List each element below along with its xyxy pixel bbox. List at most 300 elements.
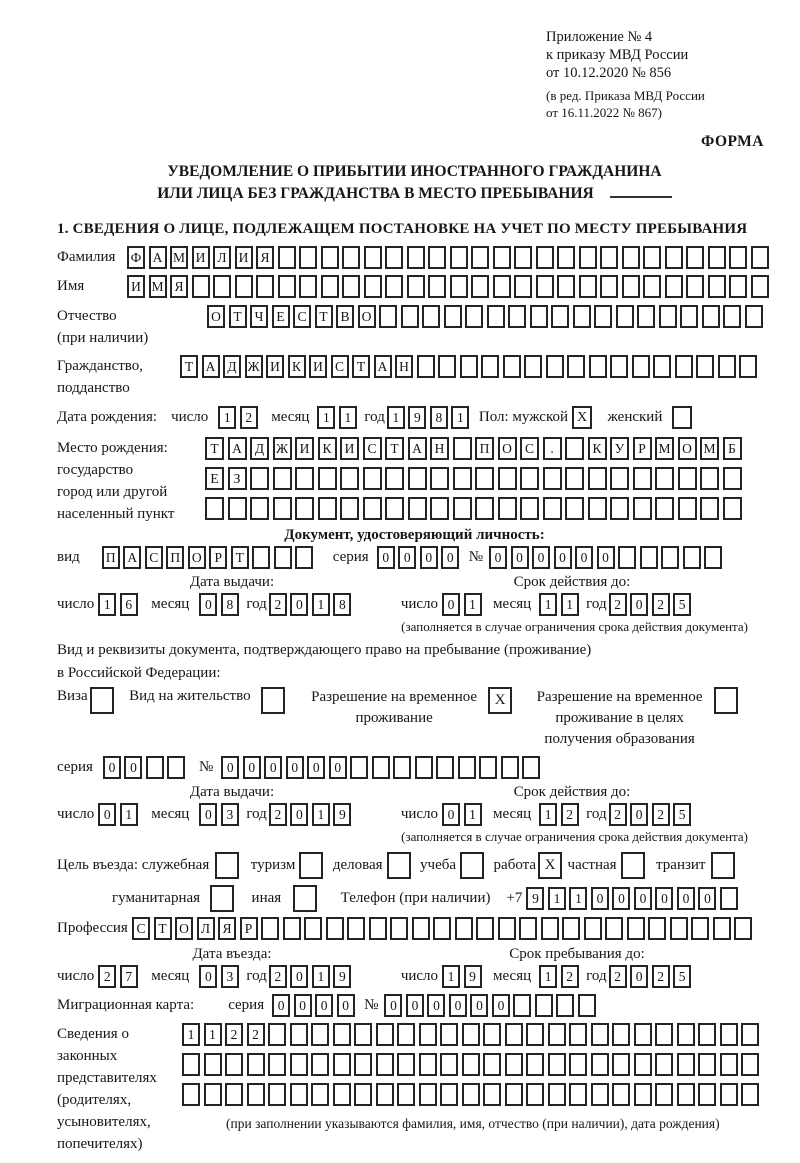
- purpose-humanitarian-checkbox[interactable]: [210, 885, 234, 912]
- migration-series-cell-1[interactable]: 0: [294, 994, 312, 1017]
- profession-cell-22[interactable]: [605, 917, 623, 940]
- legal-rep-line3-cell-19[interactable]: [591, 1083, 609, 1106]
- legal-rep-line2-cell-25[interactable]: [720, 1053, 738, 1076]
- phone-cell-6[interactable]: 0: [655, 887, 673, 910]
- birthplace-line2-cell-13[interactable]: [498, 467, 517, 490]
- stay-until-month-cell-0[interactable]: 1: [539, 965, 557, 988]
- sex-female-checkbox[interactable]: [672, 406, 692, 429]
- permit-number-cell-5[interactable]: 0: [329, 756, 347, 779]
- patronymic-cell-20[interactable]: [637, 305, 655, 328]
- given-name-cell-9[interactable]: [321, 275, 339, 298]
- patronymic-cell-13[interactable]: [487, 305, 505, 328]
- doc-expiry-year-cell-3[interactable]: 5: [673, 593, 691, 616]
- permit-number-cell-1[interactable]: 0: [243, 756, 261, 779]
- permit-issue-year-cell-0[interactable]: 2: [269, 803, 287, 826]
- birth-month-cell-1[interactable]: 1: [339, 406, 357, 429]
- legal-rep-line3-cell-0[interactable]: [182, 1083, 200, 1106]
- citizenship-cell-25[interactable]: [718, 355, 736, 378]
- entry-month-cell-0[interactable]: 0: [199, 965, 217, 988]
- legal-rep-line3-cell-26[interactable]: [741, 1083, 759, 1106]
- given-name-cell-10[interactable]: [342, 275, 360, 298]
- legal-rep-line2-cell-15[interactable]: [505, 1053, 523, 1076]
- profession-cell-12[interactable]: [390, 917, 408, 940]
- phone-cell-9[interactable]: [720, 887, 738, 910]
- stay-until-day-cell-1[interactable]: 9: [464, 965, 482, 988]
- profession-cell-14[interactable]: [433, 917, 451, 940]
- stay-until-year-cell-1[interactable]: 0: [630, 965, 648, 988]
- surname-cell-23[interactable]: [622, 246, 640, 269]
- phone-cell-4[interactable]: 0: [612, 887, 630, 910]
- profession-cell-25[interactable]: [670, 917, 688, 940]
- birthplace-line2-cell-14[interactable]: [520, 467, 539, 490]
- legal-rep-line2-cell-8[interactable]: [354, 1053, 372, 1076]
- patronymic-cell-7[interactable]: О: [358, 305, 376, 328]
- legal-rep-line1-cell-17[interactable]: [548, 1023, 566, 1046]
- birthplace-line2-cell-18[interactable]: [610, 467, 629, 490]
- surname-cell-11[interactable]: [364, 246, 382, 269]
- entry-year-cell-3[interactable]: 9: [333, 965, 351, 988]
- citizenship-cell-16[interactable]: [524, 355, 542, 378]
- given-name-cell-7[interactable]: [278, 275, 296, 298]
- legal-rep-line1-cell-1[interactable]: 1: [204, 1023, 222, 1046]
- legal-rep-line3-cell-21[interactable]: [634, 1083, 652, 1106]
- permit-expiry-day-cell-1[interactable]: 1: [464, 803, 482, 826]
- stay-until-day-cell-0[interactable]: 1: [442, 965, 460, 988]
- permit-issue-day-cell-1[interactable]: 1: [120, 803, 138, 826]
- doc-number-cell-5[interactable]: 0: [597, 546, 615, 569]
- surname-cell-3[interactable]: И: [192, 246, 210, 269]
- citizenship-cell-7[interactable]: С: [331, 355, 349, 378]
- doc-type-cell-8[interactable]: [274, 546, 292, 569]
- citizenship-cell-4[interactable]: И: [266, 355, 284, 378]
- birthplace-line1-cell-13[interactable]: О: [498, 437, 517, 460]
- given-name-cell-27[interactable]: [708, 275, 726, 298]
- surname-cell-12[interactable]: [385, 246, 403, 269]
- citizenship-cell-18[interactable]: [567, 355, 585, 378]
- citizenship-cell-2[interactable]: Д: [223, 355, 241, 378]
- birthplace-line2-cell-23[interactable]: [723, 467, 742, 490]
- birthplace-line1-cell-3[interactable]: Ж: [273, 437, 292, 460]
- permit-number-cell-7[interactable]: [372, 756, 390, 779]
- legal-rep-line2-cell-22[interactable]: [655, 1053, 673, 1076]
- profession-cell-23[interactable]: [627, 917, 645, 940]
- profession-cell-5[interactable]: Р: [240, 917, 258, 940]
- profession-cell-28[interactable]: [734, 917, 752, 940]
- doc-expiry-month-cell-1[interactable]: 1: [561, 593, 579, 616]
- purpose-tourism-checkbox[interactable]: [299, 852, 323, 879]
- entry-year-cell-1[interactable]: 0: [290, 965, 308, 988]
- birthplace-line2-cell-16[interactable]: [565, 467, 584, 490]
- birthplace-line2-cell-2[interactable]: [250, 467, 269, 490]
- permit-number-cell-11[interactable]: [458, 756, 476, 779]
- birthplace-line3-cell-6[interactable]: [340, 497, 359, 520]
- birthplace-line1-cell-1[interactable]: А: [228, 437, 247, 460]
- patronymic-cell-4[interactable]: С: [293, 305, 311, 328]
- citizenship-cell-20[interactable]: [610, 355, 628, 378]
- birthplace-line3-cell-0[interactable]: [205, 497, 224, 520]
- doc-issue-year-cell-3[interactable]: 8: [333, 593, 351, 616]
- patronymic-cell-12[interactable]: [465, 305, 483, 328]
- phone-cell-0[interactable]: 9: [526, 887, 544, 910]
- profession-cell-21[interactable]: [584, 917, 602, 940]
- doc-number-cell-4[interactable]: 0: [575, 546, 593, 569]
- birthplace-line1-cell-22[interactable]: М: [700, 437, 719, 460]
- given-name-cell-14[interactable]: [428, 275, 446, 298]
- doc-number-cell-7[interactable]: [640, 546, 658, 569]
- legal-rep-line3-cell-8[interactable]: [354, 1083, 372, 1106]
- legal-rep-line3-cell-17[interactable]: [548, 1083, 566, 1106]
- purpose-transit-checkbox[interactable]: [711, 852, 735, 879]
- permit-expiry-day-cell-0[interactable]: 0: [442, 803, 460, 826]
- legal-rep-line2-cell-7[interactable]: [333, 1053, 351, 1076]
- birthplace-line3-cell-17[interactable]: [588, 497, 607, 520]
- birthplace-line2-cell-9[interactable]: [408, 467, 427, 490]
- citizenship-cell-3[interactable]: Ж: [245, 355, 263, 378]
- birth-year-cell-3[interactable]: 1: [451, 406, 469, 429]
- patronymic-cell-17[interactable]: [573, 305, 591, 328]
- surname-cell-15[interactable]: [450, 246, 468, 269]
- birthplace-line2-cell-10[interactable]: [430, 467, 449, 490]
- birthplace-line2-cell-15[interactable]: [543, 467, 562, 490]
- citizenship-cell-14[interactable]: [481, 355, 499, 378]
- permit-expiry-year-cell-3[interactable]: 5: [673, 803, 691, 826]
- profession-cell-3[interactable]: Л: [197, 917, 215, 940]
- birthplace-line3-cell-22[interactable]: [700, 497, 719, 520]
- given-name-cell-29[interactable]: [751, 275, 769, 298]
- permit-number-cell-10[interactable]: [436, 756, 454, 779]
- birthplace-line1-cell-2[interactable]: Д: [250, 437, 269, 460]
- citizenship-cell-15[interactable]: [503, 355, 521, 378]
- temp-residence-checkbox[interactable]: X: [488, 687, 512, 714]
- legal-rep-line1-cell-20[interactable]: [612, 1023, 630, 1046]
- birthplace-line3-cell-20[interactable]: [655, 497, 674, 520]
- permit-issue-year-cell-2[interactable]: 1: [312, 803, 330, 826]
- legal-rep-line3-cell-7[interactable]: [333, 1083, 351, 1106]
- given-name-cell-26[interactable]: [686, 275, 704, 298]
- given-name-cell-3[interactable]: [192, 275, 210, 298]
- profession-cell-15[interactable]: [455, 917, 473, 940]
- legal-rep-line3-cell-13[interactable]: [462, 1083, 480, 1106]
- surname-cell-6[interactable]: Я: [256, 246, 274, 269]
- profession-cell-19[interactable]: [541, 917, 559, 940]
- birthplace-line2-cell-7[interactable]: [363, 467, 382, 490]
- migration-series-cell-0[interactable]: 0: [272, 994, 290, 1017]
- permit-number-cell-14[interactable]: [522, 756, 540, 779]
- sex-male-checkbox[interactable]: X: [572, 406, 592, 429]
- legal-rep-line1-cell-10[interactable]: [397, 1023, 415, 1046]
- surname-cell-26[interactable]: [686, 246, 704, 269]
- birth-day-cell-1[interactable]: 2: [240, 406, 258, 429]
- birthplace-line1-cell-15[interactable]: .: [543, 437, 562, 460]
- entry-year-cell-0[interactable]: 2: [269, 965, 287, 988]
- permit-issue-month-cell-1[interactable]: 3: [221, 803, 239, 826]
- birthplace-line2-cell-6[interactable]: [340, 467, 359, 490]
- profession-cell-1[interactable]: Т: [154, 917, 172, 940]
- legal-rep-line1-cell-14[interactable]: [483, 1023, 501, 1046]
- permit-expiry-year-cell-2[interactable]: 2: [652, 803, 670, 826]
- legal-rep-line3-cell-6[interactable]: [311, 1083, 329, 1106]
- patronymic-cell-1[interactable]: Т: [229, 305, 247, 328]
- birthplace-line2-cell-20[interactable]: [655, 467, 674, 490]
- legal-rep-line3-cell-16[interactable]: [526, 1083, 544, 1106]
- given-name-cell-2[interactable]: Я: [170, 275, 188, 298]
- entry-month-cell-1[interactable]: 3: [221, 965, 239, 988]
- purpose-work-checkbox[interactable]: X: [538, 852, 562, 879]
- profession-cell-20[interactable]: [562, 917, 580, 940]
- doc-expiry-day-cell-1[interactable]: 1: [464, 593, 482, 616]
- patronymic-cell-15[interactable]: [530, 305, 548, 328]
- doc-series-cell-0[interactable]: 0: [377, 546, 395, 569]
- legal-rep-line2-cell-20[interactable]: [612, 1053, 630, 1076]
- surname-cell-8[interactable]: [299, 246, 317, 269]
- citizenship-cell-9[interactable]: А: [374, 355, 392, 378]
- legal-rep-line1-cell-13[interactable]: [462, 1023, 480, 1046]
- legal-rep-line1-cell-21[interactable]: [634, 1023, 652, 1046]
- given-name-cell-19[interactable]: [536, 275, 554, 298]
- birthplace-line1-cell-12[interactable]: П: [475, 437, 494, 460]
- legal-rep-line1-cell-15[interactable]: [505, 1023, 523, 1046]
- doc-issue-year-cell-2[interactable]: 1: [312, 593, 330, 616]
- legal-rep-line2-cell-1[interactable]: [204, 1053, 222, 1076]
- stay-until-month-cell-1[interactable]: 2: [561, 965, 579, 988]
- profession-cell-8[interactable]: [304, 917, 322, 940]
- patronymic-cell-19[interactable]: [616, 305, 634, 328]
- patronymic-cell-14[interactable]: [508, 305, 526, 328]
- birthplace-line2-cell-17[interactable]: [588, 467, 607, 490]
- doc-number-cell-0[interactable]: 0: [489, 546, 507, 569]
- legal-rep-line3-cell-3[interactable]: [247, 1083, 265, 1106]
- given-name-cell-4[interactable]: [213, 275, 231, 298]
- citizenship-cell-0[interactable]: Т: [180, 355, 198, 378]
- residence-permit-checkbox[interactable]: [261, 687, 285, 714]
- purpose-study-checkbox[interactable]: [460, 852, 484, 879]
- profession-cell-11[interactable]: [369, 917, 387, 940]
- legal-rep-line2-cell-3[interactable]: [247, 1053, 265, 1076]
- doc-type-cell-3[interactable]: П: [166, 546, 184, 569]
- given-name-cell-1[interactable]: М: [149, 275, 167, 298]
- legal-rep-line2-cell-11[interactable]: [419, 1053, 437, 1076]
- profession-cell-9[interactable]: [326, 917, 344, 940]
- phone-cell-2[interactable]: 1: [569, 887, 587, 910]
- permit-number-cell-2[interactable]: 0: [264, 756, 282, 779]
- visa-checkbox[interactable]: [90, 687, 114, 714]
- legal-rep-line1-cell-16[interactable]: [526, 1023, 544, 1046]
- legal-rep-line1-cell-2[interactable]: 2: [225, 1023, 243, 1046]
- doc-number-cell-8[interactable]: [661, 546, 679, 569]
- purpose-official-checkbox[interactable]: [215, 852, 239, 879]
- birthplace-line1-cell-11[interactable]: [453, 437, 472, 460]
- legal-rep-line1-cell-12[interactable]: [440, 1023, 458, 1046]
- doc-issue-year-cell-0[interactable]: 2: [269, 593, 287, 616]
- migration-number-cell-5[interactable]: 0: [492, 994, 510, 1017]
- given-name-cell-11[interactable]: [364, 275, 382, 298]
- profession-cell-18[interactable]: [519, 917, 537, 940]
- surname-cell-19[interactable]: [536, 246, 554, 269]
- doc-issue-month-cell-1[interactable]: 8: [221, 593, 239, 616]
- birthplace-line1-cell-21[interactable]: О: [678, 437, 697, 460]
- legal-rep-line3-cell-2[interactable]: [225, 1083, 243, 1106]
- citizenship-cell-22[interactable]: [653, 355, 671, 378]
- entry-day-cell-0[interactable]: 2: [98, 965, 116, 988]
- legal-rep-line1-cell-24[interactable]: [698, 1023, 716, 1046]
- permit-number-cell-3[interactable]: 0: [286, 756, 304, 779]
- citizenship-cell-12[interactable]: [438, 355, 456, 378]
- legal-rep-line3-cell-11[interactable]: [419, 1083, 437, 1106]
- birthplace-line3-cell-15[interactable]: [543, 497, 562, 520]
- permit-expiry-month-cell-1[interactable]: 2: [561, 803, 579, 826]
- legal-rep-line1-cell-5[interactable]: [290, 1023, 308, 1046]
- given-name-cell-28[interactable]: [729, 275, 747, 298]
- citizenship-cell-6[interactable]: И: [309, 355, 327, 378]
- birthplace-line3-cell-13[interactable]: [498, 497, 517, 520]
- permit-issue-day-cell-0[interactable]: 0: [98, 803, 116, 826]
- birthplace-line2-cell-11[interactable]: [453, 467, 472, 490]
- profession-cell-27[interactable]: [713, 917, 731, 940]
- profession-cell-7[interactable]: [283, 917, 301, 940]
- birthplace-line2-cell-8[interactable]: [385, 467, 404, 490]
- patronymic-cell-24[interactable]: [723, 305, 741, 328]
- patronymic-cell-3[interactable]: Е: [272, 305, 290, 328]
- given-name-cell-12[interactable]: [385, 275, 403, 298]
- given-name-cell-18[interactable]: [514, 275, 532, 298]
- patronymic-cell-18[interactable]: [594, 305, 612, 328]
- birthplace-line3-cell-23[interactable]: [723, 497, 742, 520]
- doc-type-cell-4[interactable]: О: [188, 546, 206, 569]
- permit-series-cell-3[interactable]: [167, 756, 185, 779]
- legal-rep-line2-cell-21[interactable]: [634, 1053, 652, 1076]
- entry-year-cell-2[interactable]: 1: [312, 965, 330, 988]
- doc-type-cell-1[interactable]: А: [123, 546, 141, 569]
- birthplace-line1-cell-7[interactable]: С: [363, 437, 382, 460]
- birthplace-line3-cell-1[interactable]: [228, 497, 247, 520]
- migration-number-cell-0[interactable]: 0: [384, 994, 402, 1017]
- birthplace-line3-cell-14[interactable]: [520, 497, 539, 520]
- stay-until-year-cell-0[interactable]: 2: [609, 965, 627, 988]
- legal-rep-line2-cell-2[interactable]: [225, 1053, 243, 1076]
- birthplace-line3-cell-5[interactable]: [318, 497, 337, 520]
- birthplace-line3-cell-18[interactable]: [610, 497, 629, 520]
- citizenship-cell-10[interactable]: Н: [395, 355, 413, 378]
- given-name-cell-25[interactable]: [665, 275, 683, 298]
- citizenship-cell-8[interactable]: Т: [352, 355, 370, 378]
- doc-issue-day-cell-0[interactable]: 1: [98, 593, 116, 616]
- given-name-cell-16[interactable]: [471, 275, 489, 298]
- given-name-cell-23[interactable]: [622, 275, 640, 298]
- legal-rep-line1-cell-18[interactable]: [569, 1023, 587, 1046]
- patronymic-cell-25[interactable]: [745, 305, 763, 328]
- permit-number-cell-9[interactable]: [415, 756, 433, 779]
- legal-rep-line3-cell-5[interactable]: [290, 1083, 308, 1106]
- birthplace-line3-cell-7[interactable]: [363, 497, 382, 520]
- citizenship-cell-26[interactable]: [739, 355, 757, 378]
- permit-number-cell-0[interactable]: 0: [221, 756, 239, 779]
- permit-issue-year-cell-1[interactable]: 0: [290, 803, 308, 826]
- legal-rep-line1-cell-3[interactable]: 2: [247, 1023, 265, 1046]
- legal-rep-line2-cell-17[interactable]: [548, 1053, 566, 1076]
- birthplace-line2-cell-5[interactable]: [318, 467, 337, 490]
- doc-type-cell-6[interactable]: Т: [231, 546, 249, 569]
- birthplace-line3-cell-16[interactable]: [565, 497, 584, 520]
- patronymic-cell-23[interactable]: [702, 305, 720, 328]
- surname-cell-9[interactable]: [321, 246, 339, 269]
- permit-series-cell-1[interactable]: 0: [124, 756, 142, 779]
- birthplace-line1-cell-6[interactable]: И: [340, 437, 359, 460]
- given-name-cell-15[interactable]: [450, 275, 468, 298]
- doc-type-cell-7[interactable]: [252, 546, 270, 569]
- surname-cell-18[interactable]: [514, 246, 532, 269]
- legal-rep-line2-cell-12[interactable]: [440, 1053, 458, 1076]
- birthplace-line2-cell-0[interactable]: Е: [205, 467, 224, 490]
- profession-cell-24[interactable]: [648, 917, 666, 940]
- doc-series-cell-1[interactable]: 0: [398, 546, 416, 569]
- legal-rep-line3-cell-18[interactable]: [569, 1083, 587, 1106]
- migration-number-cell-1[interactable]: 0: [406, 994, 424, 1017]
- birthplace-line3-cell-2[interactable]: [250, 497, 269, 520]
- birth-month-cell-0[interactable]: 1: [317, 406, 335, 429]
- surname-cell-24[interactable]: [643, 246, 661, 269]
- citizenship-cell-17[interactable]: [546, 355, 564, 378]
- birthplace-line3-cell-10[interactable]: [430, 497, 449, 520]
- phone-cell-7[interactable]: 0: [677, 887, 695, 910]
- permit-number-cell-8[interactable]: [393, 756, 411, 779]
- patronymic-cell-21[interactable]: [659, 305, 677, 328]
- purpose-business-checkbox[interactable]: [387, 852, 411, 879]
- surname-cell-29[interactable]: [751, 246, 769, 269]
- permit-expiry-year-cell-1[interactable]: 0: [630, 803, 648, 826]
- birth-day-cell-0[interactable]: 1: [218, 406, 236, 429]
- migration-number-cell-2[interactable]: 0: [427, 994, 445, 1017]
- birthplace-line3-cell-8[interactable]: [385, 497, 404, 520]
- legal-rep-line1-cell-7[interactable]: [333, 1023, 351, 1046]
- permit-series-cell-0[interactable]: 0: [103, 756, 121, 779]
- legal-rep-line1-cell-25[interactable]: [720, 1023, 738, 1046]
- permit-number-cell-4[interactable]: 0: [307, 756, 325, 779]
- legal-rep-line1-cell-4[interactable]: [268, 1023, 286, 1046]
- legal-rep-line2-cell-26[interactable]: [741, 1053, 759, 1076]
- legal-rep-line3-cell-23[interactable]: [677, 1083, 695, 1106]
- doc-number-cell-9[interactable]: [683, 546, 701, 569]
- birthplace-line1-cell-14[interactable]: С: [520, 437, 539, 460]
- migration-series-cell-3[interactable]: 0: [337, 994, 355, 1017]
- surname-cell-5[interactable]: И: [235, 246, 253, 269]
- birthplace-line1-cell-4[interactable]: И: [295, 437, 314, 460]
- surname-cell-10[interactable]: [342, 246, 360, 269]
- doc-expiry-day-cell-0[interactable]: 0: [442, 593, 460, 616]
- birthplace-line3-cell-12[interactable]: [475, 497, 494, 520]
- patronymic-cell-8[interactable]: [379, 305, 397, 328]
- doc-number-cell-10[interactable]: [704, 546, 722, 569]
- migration-number-cell-3[interactable]: 0: [449, 994, 467, 1017]
- study-residence-checkbox[interactable]: [714, 687, 738, 714]
- legal-rep-line2-cell-10[interactable]: [397, 1053, 415, 1076]
- doc-type-cell-2[interactable]: С: [145, 546, 163, 569]
- birthplace-line2-cell-3[interactable]: [273, 467, 292, 490]
- purpose-other-checkbox[interactable]: [293, 885, 317, 912]
- legal-rep-line3-cell-10[interactable]: [397, 1083, 415, 1106]
- legal-rep-line1-cell-11[interactable]: [419, 1023, 437, 1046]
- birthplace-line1-cell-19[interactable]: Р: [633, 437, 652, 460]
- surname-cell-0[interactable]: Ф: [127, 246, 145, 269]
- citizenship-cell-21[interactable]: [632, 355, 650, 378]
- given-name-cell-5[interactable]: [235, 275, 253, 298]
- surname-cell-4[interactable]: Л: [213, 246, 231, 269]
- citizenship-cell-19[interactable]: [589, 355, 607, 378]
- surname-cell-14[interactable]: [428, 246, 446, 269]
- birthplace-line1-cell-0[interactable]: Т: [205, 437, 224, 460]
- phone-cell-8[interactable]: 0: [698, 887, 716, 910]
- surname-cell-16[interactable]: [471, 246, 489, 269]
- profession-cell-6[interactable]: [261, 917, 279, 940]
